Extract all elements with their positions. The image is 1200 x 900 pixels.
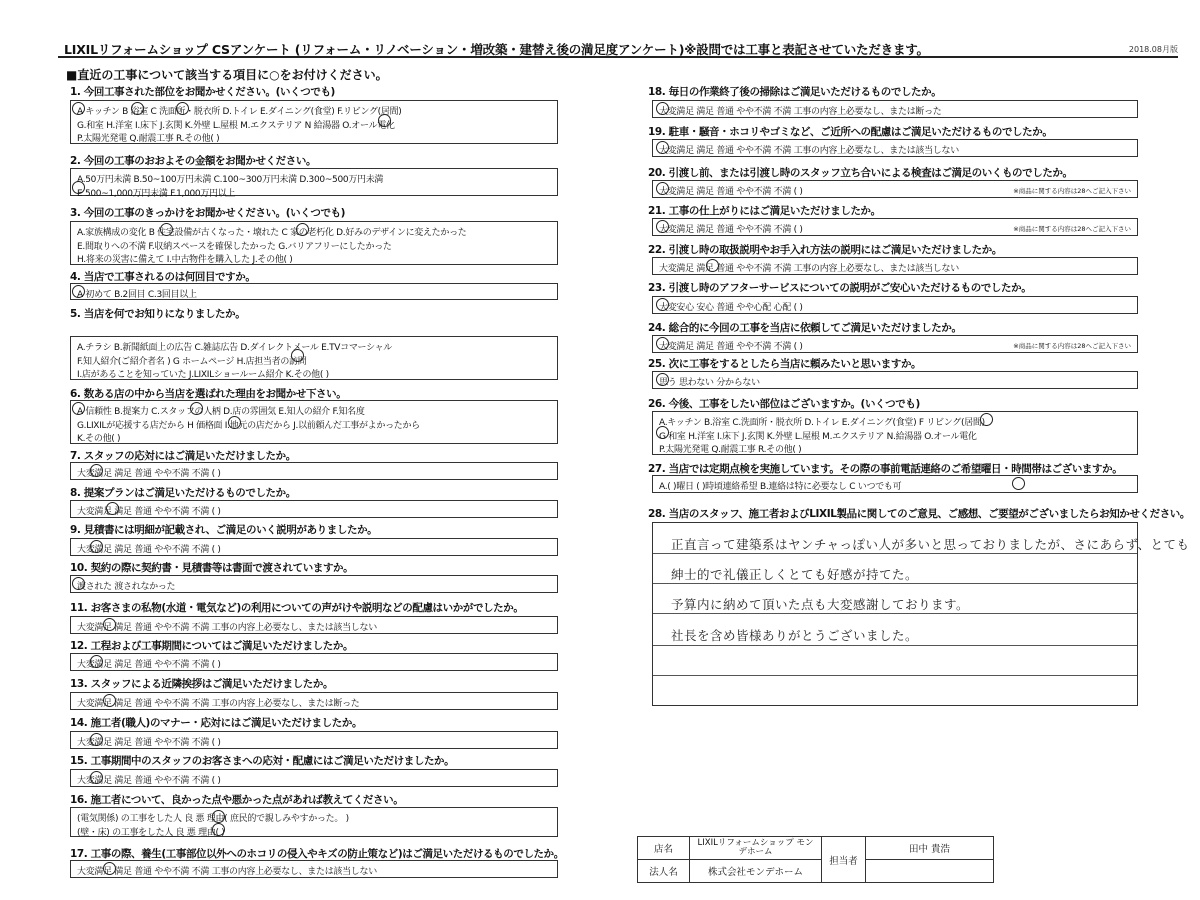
answer-option-line: 大変満足 満足 普通 やや不満 不満 ( ) [659,342,803,352]
question-label: 9. 見積書には明細が記載され、ご満足のいく説明がありましたか。 [70,524,378,536]
selection-circle-icon [90,464,103,477]
answer-box[interactable] [652,139,1138,157]
answer-box[interactable] [70,168,558,199]
q28-label: 28. 当店のスタッフ、施工者およびLIXIL製品に関してのご意見、ご感想、ご要望がございましたらお知かせください。 [648,508,1191,520]
answer-option-line: 大変満足 満足 普通 やや不満 不満 ( ) [77,469,221,479]
answer-note: ※商品に関する内容は28へご記入下さい [1013,187,1131,195]
corp-value: 株式会社モンデホーム [690,860,822,883]
selection-circle-icon [656,182,669,195]
answer-box[interactable] [70,807,558,837]
staff-label: 担当者 [822,837,866,883]
question-label: 10. 契約の際に契約書・見積書等は書面で渡されていますか。 [70,562,354,574]
selection-circle-icon [90,733,103,746]
answer-option-line: 大変安心 安心 普通 やや心配 心配 ( ) [659,303,803,313]
answer-option-line: 大変満足 満足 普通 やや不満 不満 ( ) [77,507,221,517]
question-label: 4. 当店で工事されるのは何回目ですか。 [70,271,256,283]
answer-box[interactable] [70,692,558,710]
question-label: 7. スタッフの応対にはご満足いただけましたか。 [70,450,296,462]
selection-circle-icon [656,373,669,386]
answer-option-line: E.間取りへの不満 F.収納スペースを確保したかった G.バリアフリーにしたかった [77,241,392,252]
comment-line: 予算内に納めて頂いた点も大変感謝しております。 [671,597,970,612]
answer-box[interactable] [70,731,558,749]
selection-circle-icon [72,102,85,115]
selection-circle-icon [72,181,85,194]
answer-box[interactable] [652,257,1138,275]
question-label: 6. 数ある店の中から当店を選ばれた理由をお聞かせ下さい。 [70,388,347,400]
answer-option-line: A 初めて B.2回目 C.3回目以上 [77,290,197,300]
selection-circle-icon [90,540,103,553]
question-label: 14. 施工者(職人)のマナー・応対にはご満足いただけましたか。 [70,717,363,729]
selection-circle-icon [228,416,241,429]
answer-option-line: 大変満足 満足 普通 やや不満 不満 ( ) [77,660,221,670]
answer-option-line: I.店があることを知っていた J.LIXILショールーム紹介 K.その他( ) [77,370,329,380]
selection-circle-icon [72,285,85,298]
answer-option-line: A.50万円未満 B.50~100万円未満 C.100~300万円未満 D.300~500万円未満 [77,175,384,185]
answer-note: ※商品に関する内容は28へご記入下さい [1013,342,1131,350]
question-label: 17. 工事の際、養生(工事部位以外へのホコリの侵入やキズの防止策など)はご満足いただけるものでしたか。 [70,848,564,860]
selection-circle-icon [656,220,669,233]
form-header [58,38,1178,58]
selection-circle-icon [656,141,669,154]
comment-line: 正直言って建築系はヤンチャっぽい人が多いと思っておりましたが、さにあらず、とても [671,537,1190,552]
answer-box[interactable] [652,180,1138,198]
answer-box[interactable] [70,283,558,300]
answer-box[interactable] [652,335,1138,353]
answer-option-line: A.チラシ B.新聞紙面上の広告 C.雑誌広告 D.ダイレクトメール E.TVコマーシャル [77,343,392,353]
answer-box[interactable] [70,462,558,480]
answer-option-line: 大変満足 満足 普通 やや不満 不満 ( ) [77,545,221,555]
corp-label: 法人名 [638,860,690,883]
question-label: 3. 今回の工事のきっかけをお聞かせください。(いくつでも) [70,207,346,219]
answer-option-line: H.将来の災害に備えて I.中古物件を購入した J.その他( ) [77,255,293,265]
selection-circle-icon [656,337,669,350]
question-label: 20. 引渡し前、または引渡し時のスタッフ立ち合いによる検査はご満足のいくものでしたか。 [648,167,1073,179]
question-label: 21. 工事の仕上がりにはご満足いただけましたか。 [648,205,881,217]
answer-box[interactable] [652,100,1138,118]
answer-option-line: A.家族構成の変化 B 住宅設備が古くなった・壊れた C 家の老朽化 D.好みのデザインに変えたかった [77,228,467,238]
answer-note: ※商品に関する内容は28へご記入下さい [1013,225,1131,233]
answer-option-line: 大変満足 満足 普通 やや不満 不満 ( ) [77,776,221,786]
store-label: 店名 [638,837,690,860]
answer-box[interactable] [70,769,558,787]
form-title: LIXILリフォームショップ CSアンケート (リフォーム・リノベーション・増改築・建替え後の満足度アンケート)※設問では工事と表記させていただきます。 [64,42,929,57]
staff-blank [866,860,994,883]
selection-circle-icon [378,114,391,127]
question-label: 25. 次に工事をするとしたら当店に頼みたいと思いますか。 [648,358,922,370]
answer-option-line: 大変満足 満足 普通 やや不満 不満 工事の内容上必要なし、または該当しない [77,867,377,877]
answer-option-line: 大変満足 満足 普通 やや不満 不満 工事の内容上必要なし、または断った [77,699,360,709]
question-label: 8. 提案プランはご満足いただけるものでしたか。 [70,487,296,499]
selection-circle-icon [90,771,103,784]
answer-box[interactable] [652,218,1138,236]
question-label: 2. 今回の工事のおおよその金額をお聞かせください。 [70,155,317,167]
answer-option-line: P.太陽光発電 Q.耐震工事 R.その他( ) [659,445,802,455]
answer-box[interactable] [652,475,1138,493]
staff-value: 田中 貴浩 [866,837,994,860]
selection-circle-icon [656,298,669,311]
selection-circle-icon [190,402,203,415]
selection-circle-icon [103,862,116,875]
answer-option-line: 大変満足 満足 普通 やや不満 不満 ( ) [77,738,221,748]
answer-box[interactable] [70,616,558,634]
selection-circle-icon [1012,477,1025,490]
question-label: 1. 今回工事された部位をお聞かせください。(いくつでも) [70,86,335,98]
selection-circle-icon [656,426,669,439]
answer-option-line: (壁・床) の工事をした人 良 悪 理由( ) [77,827,225,838]
selection-circle-icon [176,102,189,115]
answer-option-line: A.( )曜日 ( )時頃連絡希望 B.連絡は特に必要なし C いつでも可 [659,482,902,492]
question-label: 24. 総合的に今回の工事を当店に依頼してご満足いただけましたか。 [648,322,962,334]
answer-box[interactable] [652,296,1138,314]
answer-option-line: 大変満足 満足 普通 やや不満 不満 工事の内容上必要なし、または該当しない [659,264,959,274]
selection-circle-icon [706,259,719,272]
selection-circle-icon [212,823,225,836]
answer-option-line: 大変満足 満足 普通 やや不満 不満 ( ) [659,225,803,235]
answer-box[interactable] [70,221,558,265]
selection-circle-icon [980,413,993,426]
question-label: 23. 引渡し時のアフターサービスについての説明がご安心いただけるものでしたか。 [648,282,1032,294]
q28-comment-box[interactable] [652,522,1190,706]
form-version: 2018.08月版 [1128,45,1178,54]
selection-circle-icon [72,577,85,590]
question-label: 22. 引渡し時の取扱説明やお手入れ方法の説明にはご満足いただけましたか。 [648,244,1002,256]
answer-option-line: E 500~1,000万円未満 F.1,000万円以上 [77,188,236,199]
answer-option-line: (電気関係) の工事をした人 良 悪 理由( 庶民的で親しみやすかった。 ) [77,814,349,824]
answer-box[interactable] [70,538,558,556]
answer-box[interactable] [652,371,1138,389]
answer-box[interactable] [70,336,558,380]
answer-option-line: G 和室 H.洋室 I.床下 J.玄関 K.外壁 L.屋根 M.エクステリア N.給湯器 O.オール電化 [659,431,977,442]
answer-option-line: 思う 思わない 分からない [659,378,760,388]
selection-circle-icon [106,502,119,515]
answer-box[interactable] [70,400,558,444]
answer-option-line: 大変満足 満足 普通 やや不満 不満 工事の内容上必要なし、または該当しない [659,146,959,156]
question-label: 11. お客さまの私物(水道・電気など)の利用についての声がけや説明などの配慮はいかがでしたか。 [70,602,524,614]
selection-circle-icon [291,349,304,362]
selection-circle-icon [656,102,669,115]
question-label: 5. 当店を何でお知りになりましたか。 [70,308,246,320]
store-stamp-table [637,836,994,883]
question-label: 13. スタッフによる近隣挨拶はご満足いただけましたか。 [70,678,334,690]
answer-option-line: 大変満足 満足 普通 やや不満 不満 ( ) [659,187,803,197]
question-label: 19. 駐車・騒音・ホコリやゴミなど、ご近所への配慮はご満足いただけるものでしたか。 [648,126,1053,138]
question-label: 15. 工事期間中のスタッフのお客さまへの応対・配慮にはご満足いただけましたか。 [70,755,455,767]
selection-circle-icon [212,810,225,823]
answer-box[interactable] [70,500,558,518]
answer-option-line: K.その他( ) [77,434,121,444]
answer-box[interactable] [70,860,558,878]
selection-circle-icon [131,102,144,115]
selection-circle-icon [160,223,173,236]
answer-option-line: F.知人紹介(ご紹介者名 ) G ホームページ H.店担当者の訪問 [77,356,307,367]
question-label: 26. 今後、工事をしたい部位はございますか。(いくつでも) [648,398,920,410]
answer-option-line: 大変満足 満足 普通 やや不満 不満 工事の内容上必要なし、または該当しない [77,623,377,633]
answer-option-line: 大変満足 満足 普通 やや不満 不満 工事の内容上必要なし、または断った [659,107,942,117]
selection-circle-icon [296,223,309,236]
question-label: 16. 施工者について、良かった点や悪かった点があれば教えてください。 [70,794,404,806]
selection-circle-icon [72,402,85,415]
store-value: LIXILリフォームショップ モンデホーム [690,837,822,860]
question-label: 12. 工程および工事期間についてはご満足いただけましたか。 [70,640,354,652]
selection-circle-icon [103,694,116,707]
answer-option-line: 渡された 渡されなかった [77,582,176,592]
answer-option-line: A キッチン B 浴室 C 洗面所・脱衣所 D.トイレ E.ダイニング(食堂) F.リビング(居間) [77,107,402,117]
selection-circle-icon [90,655,103,668]
answer-option-line: G.LIXILが応援する店だから H 価格面 I.地元の店だから J.以前頼んだ工事がよかったから [77,420,420,431]
comment-line: 社長を含め皆様ありがとうございました。 [671,628,919,643]
answer-option-line: A 信頼性 B.提案力 C.スタッフの人柄 D.店の雰囲気 E.知人の紹介 F.知名度 [77,407,365,417]
answer-box[interactable] [652,411,1138,455]
section-heading: ■直近の工事について該当する項目に○をお付けください。 [66,68,388,82]
question-label: 18. 毎日の作業終了後の掃除はご満足いただけるものでしたか。 [648,86,942,98]
answer-box[interactable] [70,575,558,593]
answer-option-line: P.太陽光発電 Q.耐震工事 R.その他( ) [77,134,220,144]
answer-box[interactable] [70,653,558,671]
answer-option-line: A.キッチン B.浴室 C.洗面所・脱衣所 D.トイレ E.ダイニング(食堂) F リビング(居間) [659,418,985,428]
question-label: 27. 当店では定期点検を実施しています。その際の事前電話連絡のご希望曜日・時間帯はございますか。 [648,463,1123,475]
answer-option-line: G.和室 H.洋室 I.床下 J.玄関 K.外壁 L.屋根 M.エクステリア N 給湯器 O.オール電化 [77,120,395,131]
comment-line: 紳士的で礼儀正しくとても好感が持てた。 [671,567,919,582]
selection-circle-icon [103,618,116,631]
